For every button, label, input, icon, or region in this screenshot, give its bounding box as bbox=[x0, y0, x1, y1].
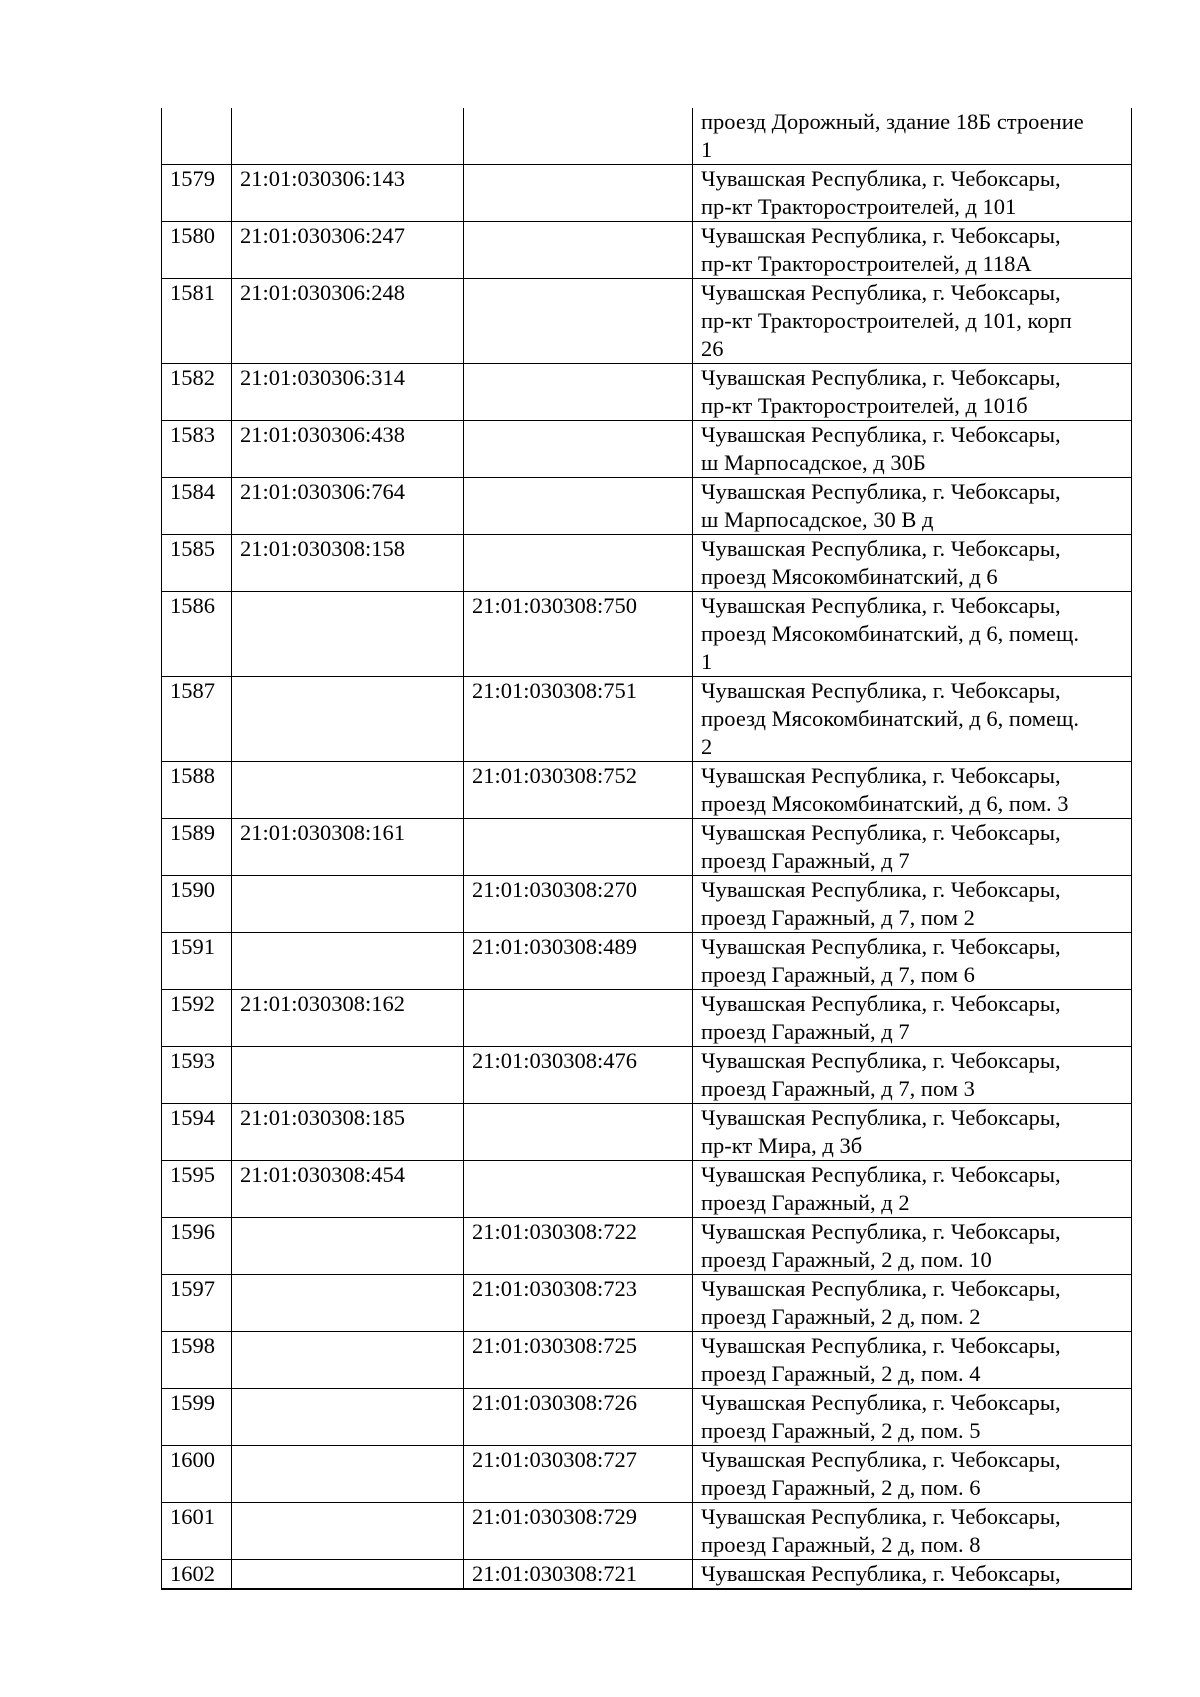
parcel-cadastral-number-cell: 21:01:030308:158 bbox=[232, 535, 464, 592]
parcel-cadastral-number-cell bbox=[232, 677, 464, 762]
row-number-cell: 1593 bbox=[162, 1047, 232, 1104]
parcel-cadastral-number-cell bbox=[232, 1389, 464, 1446]
address-cell: Чувашская Республика, г. Чебоксары, проезд Гаражный, 2 д, пом. 8 bbox=[693, 1503, 1132, 1560]
table-row bbox=[162, 165, 1132, 222]
address-cell: проезд Дорожный, здание 18Б строение 1 bbox=[693, 108, 1132, 165]
table-row bbox=[162, 1275, 1132, 1332]
row-number-cell: 1595 bbox=[162, 1161, 232, 1218]
table-row bbox=[162, 933, 1132, 990]
premises-cadastral-number-cell: 21:01:030308:721 bbox=[464, 1560, 693, 1590]
premises-cadastral-number-cell bbox=[464, 1161, 693, 1218]
row-number-cell: 1583 bbox=[162, 421, 232, 478]
parcel-cadastral-number-cell bbox=[232, 1503, 464, 1560]
table-row bbox=[162, 364, 1132, 421]
table-row bbox=[162, 1218, 1132, 1275]
table-row bbox=[162, 1104, 1132, 1161]
premises-cadastral-number-cell: 21:01:030308:722 bbox=[464, 1218, 693, 1275]
table-row bbox=[162, 762, 1132, 819]
parcel-cadastral-number-cell: 21:01:030308:161 bbox=[232, 819, 464, 876]
address-cell: Чувашская Республика, г. Чебоксары, проезд Гаражный, 2 д, пом. 6 bbox=[693, 1446, 1132, 1503]
row-number-cell: 1582 bbox=[162, 364, 232, 421]
premises-cadastral-number-cell: 21:01:030308:729 bbox=[464, 1503, 693, 1560]
table-row bbox=[162, 677, 1132, 762]
table-row bbox=[162, 1389, 1132, 1446]
address-cell: Чувашская Республика, г. Чебоксары, bbox=[693, 1560, 1132, 1590]
premises-cadastral-number-cell bbox=[464, 364, 693, 421]
address-cell: Чувашская Республика, г. Чебоксары, пр-кт Тракторостроителей, д 101б bbox=[693, 364, 1132, 421]
row-number-cell: 1588 bbox=[162, 762, 232, 819]
property-register-table bbox=[161, 108, 1132, 1590]
row-number-cell: 1589 bbox=[162, 819, 232, 876]
table-row bbox=[162, 1446, 1132, 1503]
table-row bbox=[162, 990, 1132, 1047]
parcel-cadastral-number-cell: 21:01:030308:185 bbox=[232, 1104, 464, 1161]
row-number-cell: 1594 bbox=[162, 1104, 232, 1161]
row-number-cell: 1590 bbox=[162, 876, 232, 933]
address-cell: Чувашская Республика, г. Чебоксары, проезд Мясокомбинатский, д 6, пом. 3 bbox=[693, 762, 1132, 819]
row-number-cell: 1598 bbox=[162, 1332, 232, 1389]
parcel-cadastral-number-cell bbox=[232, 933, 464, 990]
premises-cadastral-number-cell: 21:01:030308:489 bbox=[464, 933, 693, 990]
row-number-cell: 1592 bbox=[162, 990, 232, 1047]
premises-cadastral-number-cell: 21:01:030308:752 bbox=[464, 762, 693, 819]
table-row bbox=[162, 108, 1132, 165]
address-cell: Чувашская Республика, г. Чебоксары, проезд Гаражный, д 7 bbox=[693, 819, 1132, 876]
address-cell: Чувашская Республика, г. Чебоксары, ш Марпосадское, д 30Б bbox=[693, 421, 1132, 478]
row-number-cell: 1599 bbox=[162, 1389, 232, 1446]
premises-cadastral-number-cell: 21:01:030308:723 bbox=[464, 1275, 693, 1332]
address-cell: Чувашская Республика, г. Чебоксары, проезд Гаражный, 2 д, пом. 4 bbox=[693, 1332, 1132, 1389]
premises-cadastral-number-cell: 21:01:030308:750 bbox=[464, 592, 693, 677]
parcel-cadastral-number-cell: 21:01:030306:438 bbox=[232, 421, 464, 478]
premises-cadastral-number-cell bbox=[464, 165, 693, 222]
parcel-cadastral-number-cell bbox=[232, 1446, 464, 1503]
row-number-cell: 1600 bbox=[162, 1446, 232, 1503]
table-row bbox=[162, 1503, 1132, 1560]
row-number-cell: 1581 bbox=[162, 279, 232, 364]
parcel-cadastral-number-cell bbox=[232, 1560, 464, 1590]
premises-cadastral-number-cell bbox=[464, 990, 693, 1047]
premises-cadastral-number-cell bbox=[464, 535, 693, 592]
parcel-cadastral-number-cell bbox=[232, 1047, 464, 1104]
row-number-cell: 1596 bbox=[162, 1218, 232, 1275]
address-cell: Чувашская Республика, г. Чебоксары, проезд Гаражный, д 7, пом 6 bbox=[693, 933, 1132, 990]
parcel-cadastral-number-cell: 21:01:030306:314 bbox=[232, 364, 464, 421]
row-number-cell: 1584 bbox=[162, 478, 232, 535]
address-cell: Чувашская Республика, г. Чебоксары, проезд Гаражный, 2 д, пом. 5 bbox=[693, 1389, 1132, 1446]
address-cell: Чувашская Республика, г. Чебоксары, проезд Гаражный, 2 д, пом. 10 bbox=[693, 1218, 1132, 1275]
parcel-cadastral-number-cell: 21:01:030308:162 bbox=[232, 990, 464, 1047]
address-cell: Чувашская Республика, г. Чебоксары, пр-кт Тракторостроителей, д 118А bbox=[693, 222, 1132, 279]
row-number-cell: 1585 bbox=[162, 535, 232, 592]
row-number-cell bbox=[162, 108, 232, 165]
parcel-cadastral-number-cell bbox=[232, 592, 464, 677]
parcel-cadastral-number-cell: 21:01:030306:764 bbox=[232, 478, 464, 535]
premises-cadastral-number-cell bbox=[464, 819, 693, 876]
table-row bbox=[162, 222, 1132, 279]
table-row bbox=[162, 535, 1132, 592]
table-row bbox=[162, 1332, 1132, 1389]
row-number-cell: 1586 bbox=[162, 592, 232, 677]
parcel-cadastral-number-cell: 21:01:030308:454 bbox=[232, 1161, 464, 1218]
row-number-cell: 1602 bbox=[162, 1560, 232, 1590]
table-row bbox=[162, 279, 1132, 364]
premises-cadastral-number-cell bbox=[464, 421, 693, 478]
parcel-cadastral-number-cell bbox=[232, 1275, 464, 1332]
premises-cadastral-number-cell: 21:01:030308:270 bbox=[464, 876, 693, 933]
premises-cadastral-number-cell: 21:01:030308:725 bbox=[464, 1332, 693, 1389]
table-row bbox=[162, 1161, 1132, 1218]
premises-cadastral-number-cell bbox=[464, 1104, 693, 1161]
row-number-cell: 1587 bbox=[162, 677, 232, 762]
table-row bbox=[162, 1047, 1132, 1104]
premises-cadastral-number-cell: 21:01:030308:726 bbox=[464, 1389, 693, 1446]
address-cell: Чувашская Республика, г. Чебоксары, пр-кт Мира, д 3б bbox=[693, 1104, 1132, 1161]
row-number-cell: 1591 bbox=[162, 933, 232, 990]
row-number-cell: 1601 bbox=[162, 1503, 232, 1560]
address-cell: Чувашская Республика, г. Чебоксары, проезд Мясокомбинатский, д 6, помещ. 2 bbox=[693, 677, 1132, 762]
table-row bbox=[162, 421, 1132, 478]
address-cell: Чувашская Республика, г. Чебоксары, проезд Мясокомбинатский, д 6, помещ. 1 bbox=[693, 592, 1132, 677]
parcel-cadastral-number-cell: 21:01:030306:248 bbox=[232, 279, 464, 364]
premises-cadastral-number-cell bbox=[464, 279, 693, 364]
address-cell: Чувашская Республика, г. Чебоксары, проезд Гаражный, 2 д, пом. 2 bbox=[693, 1275, 1132, 1332]
premises-cadastral-number-cell: 21:01:030308:751 bbox=[464, 677, 693, 762]
table-row bbox=[162, 876, 1132, 933]
row-number-cell: 1579 bbox=[162, 165, 232, 222]
table-row bbox=[162, 819, 1132, 876]
address-cell: Чувашская Республика, г. Чебоксары, проезд Гаражный, д 2 bbox=[693, 1161, 1132, 1218]
row-number-cell: 1580 bbox=[162, 222, 232, 279]
premises-cadastral-number-cell: 21:01:030308:727 bbox=[464, 1446, 693, 1503]
address-cell: Чувашская Республика, г. Чебоксары, проезд Мясокомбинатский, д 6 bbox=[693, 535, 1132, 592]
parcel-cadastral-number-cell bbox=[232, 762, 464, 819]
premises-cadastral-number-cell: 21:01:030308:476 bbox=[464, 1047, 693, 1104]
parcel-cadastral-number-cell bbox=[232, 1218, 464, 1275]
premises-cadastral-number-cell bbox=[464, 478, 693, 535]
parcel-cadastral-number-cell bbox=[232, 1332, 464, 1389]
address-cell: Чувашская Республика, г. Чебоксары, пр-кт Тракторостроителей, д 101, корп 26 bbox=[693, 279, 1132, 364]
address-cell: Чувашская Республика, г. Чебоксары, проезд Гаражный, д 7, пом 2 bbox=[693, 876, 1132, 933]
address-cell: Чувашская Республика, г. Чебоксары, пр-кт Тракторостроителей, д 101 bbox=[693, 165, 1132, 222]
parcel-cadastral-number-cell: 21:01:030306:247 bbox=[232, 222, 464, 279]
address-cell: Чувашская Республика, г. Чебоксары, ш Марпосадское, 30 В д bbox=[693, 478, 1132, 535]
table-row bbox=[162, 1560, 1132, 1590]
premises-cadastral-number-cell bbox=[464, 222, 693, 279]
premises-cadastral-number-cell bbox=[464, 108, 693, 165]
address-cell: Чувашская Республика, г. Чебоксары, проезд Гаражный, д 7 bbox=[693, 990, 1132, 1047]
address-cell: Чувашская Республика, г. Чебоксары, проезд Гаражный, д 7, пом 3 bbox=[693, 1047, 1132, 1104]
row-number-cell: 1597 bbox=[162, 1275, 232, 1332]
table-row bbox=[162, 592, 1132, 677]
parcel-cadastral-number-cell bbox=[232, 876, 464, 933]
table-body bbox=[162, 108, 1132, 1589]
table-row bbox=[162, 478, 1132, 535]
parcel-cadastral-number-cell: 21:01:030306:143 bbox=[232, 165, 464, 222]
parcel-cadastral-number-cell bbox=[232, 108, 464, 165]
